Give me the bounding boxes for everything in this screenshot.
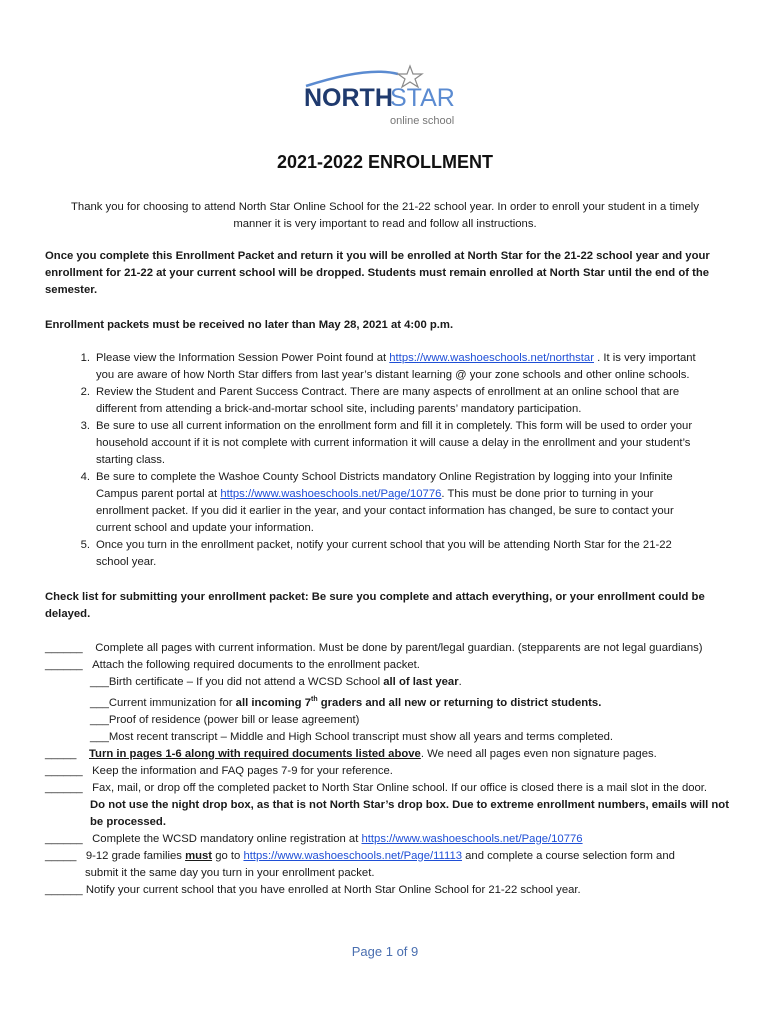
intro-line: Thank you for choosing to attend North Star Online School for the 21-22 school year. In order to enroll your student in a timely [71, 201, 699, 213]
blank-line: ______ [45, 781, 83, 794]
item-text: Campus parent portal at [96, 488, 221, 500]
notice-line: enrollment for 21-22 at your current school will be dropped. Students must remain enrolled at North Star until the end of the [45, 267, 710, 279]
sub-text: . [458, 676, 462, 688]
item-number: 4. [80, 471, 90, 483]
sub-text-bold: all incoming 7 [235, 696, 311, 709]
course-selection-link[interactable]: https://www.washoeschools.net/Page/11113 [243, 849, 463, 862]
northstar-link[interactable]: https://www.washoeschools.net/northstar [389, 352, 594, 364]
checklist-item [45, 763, 765, 780]
blank-line: ______ [45, 659, 83, 671]
blank-line: ______ [45, 764, 83, 777]
checklist-text: and complete a course selection form and [462, 849, 675, 862]
item-number: 1. [80, 352, 90, 364]
notice-paragraph [45, 248, 745, 299]
heading-line: delayed. [45, 608, 91, 620]
sub-text: ___Birth certificate – If you did not attend a WCSD School [90, 676, 384, 688]
checklist-text-bold: must [185, 849, 213, 862]
checklist-item [45, 831, 765, 848]
checklist-text: Keep the information and FAQ pages 7-9 for your reference. [92, 764, 393, 777]
checklist-continuation: submit it the same day you turn in your enrollment packet. [85, 866, 375, 879]
list-item [45, 469, 745, 537]
checklist-text: . We need all pages even non signature pages. [420, 747, 657, 760]
heading-line: Check list for submitting your enrollment packet: Be sure you complete and attach everything, or your enrollment could be [45, 591, 705, 603]
checklist-text: Complete the WCSD mandatory online registration at [92, 832, 362, 845]
checklist-text: 9-12 grade families [85, 849, 186, 862]
checklist-text: Fax, mail, or drop off the completed packet to North Star Online school. If our office is closed there is a mail slot in the door. [92, 781, 708, 794]
north-star-logo [298, 58, 478, 136]
checklist [45, 640, 765, 899]
notice-line: Once you complete this Enrollment Packet and return it you will be enrolled at North Star for the 21-22 school year and your [45, 250, 710, 262]
superscript: th [311, 696, 318, 703]
page-number: Page 1 of 9 [351, 944, 419, 959]
checklist-item [45, 640, 765, 657]
checklist-warning: be processed. [90, 815, 166, 828]
list-item [45, 537, 745, 571]
checklist-heading [45, 589, 745, 623]
checklist-item [45, 882, 765, 899]
checklist-item [45, 657, 765, 674]
checklist-text: Complete all pages with current information. Must be done by parent/legal guardian. (stepparents are not legal guardians) [95, 642, 703, 654]
blank-line: _____ [45, 747, 77, 760]
blank-line: ______ [45, 883, 83, 896]
item-line: household account if it is not complete with current information it will cause a delay in the enrollment and your student’s [96, 437, 691, 449]
item-line [96, 486, 745, 503]
list-item [45, 350, 745, 384]
deadline-text: Enrollment packets must be received no later than May 28, 2021 at 4:00 p.m. [45, 319, 454, 331]
logo-graphic [298, 58, 478, 136]
item-line: Be sure to complete the Washoe County School Districts mandatory Online Registration by logging into your Infinite [96, 471, 673, 483]
sub-item: ___Most recent transcript – Middle and High School transcript must show all years and terms completed. [90, 730, 614, 743]
item-number: 2. [80, 386, 90, 398]
logo-subtitle: online school [390, 115, 455, 127]
list-item [45, 384, 745, 418]
sub-item [45, 691, 765, 712]
checklist-text: go to [212, 849, 244, 862]
logo-brand-star: STAR [390, 84, 455, 112]
checklist-item [45, 848, 765, 865]
checklist-item [45, 780, 765, 797]
checklist-text: Notify your current school that you have enrolled at North Star Online School for 21-22 school year. [85, 883, 581, 896]
item-line: starting class. [96, 454, 166, 466]
item-text: . It is very important [593, 352, 696, 364]
item-line: Review the Student and Parent Success Contract. There are many aspects of enrollment at an online school that are [96, 386, 680, 398]
item-line: different from attending a brick-and-mortar school site, including parents’ mandatory participation. [96, 403, 582, 415]
logo-brand-north: NORTH [304, 84, 393, 112]
wcsd-registration-link[interactable]: https://www.washoeschools.net/Page/10776 [361, 832, 583, 845]
item-line: you are aware of how North Star differs from last year’s distant learning @ your zone schools and other online schools. [96, 369, 690, 381]
item-text: . This must be done prior to turning in your [441, 488, 654, 500]
item-line [96, 350, 745, 367]
item-line: school year. [96, 556, 157, 568]
item-line: Be sure to use all current information on the enrollment form and fill it in completely. This form will be used to order your [96, 420, 693, 432]
checklist-warning: Do not use the night drop box, as that is not North Star’s drop box. Due to extreme enrollment numbers, emails will not [90, 798, 729, 811]
item-line: Once you turn in the enrollment packet, notify your current school that you will be attending North Star for the 21-22 [96, 539, 672, 551]
registration-link[interactable]: https://www.washoeschools.net/Page/10776 [220, 488, 442, 500]
blank-line: ______ [45, 642, 83, 654]
item-line: current school and update your information. [96, 522, 314, 534]
item-line: enrollment packet. If you did it earlier in the year, and your contact information has changed, be sure to contact your [96, 505, 674, 517]
sub-item: ___Proof of residence (power bill or lease agreement) [90, 713, 360, 726]
item-text: Please view the Information Session Power Point found at [96, 352, 390, 364]
item-number: 5. [80, 539, 90, 551]
intro-paragraph [0, 199, 770, 233]
instructions-list [45, 350, 745, 571]
sub-text-bold: graders and all new or returning to district students. [317, 696, 602, 709]
checklist-text-bold: Turn in pages 1-6 along with required documents listed above [88, 747, 421, 760]
page-title: 2021-2022 ENROLLMENT [276, 152, 494, 172]
notice-line: semester. [45, 284, 98, 296]
sub-text-bold: all of last year [383, 676, 459, 688]
checklist-text: Attach the following required documents to the enrollment packet. [92, 659, 420, 671]
intro-line: manner it is very important to read and follow all instructions. [233, 218, 537, 230]
sub-text: ___Current immunization for [90, 696, 236, 709]
blank-line: ______ [45, 832, 83, 845]
checklist-item [45, 746, 765, 763]
sub-item [45, 674, 765, 691]
list-item [45, 418, 745, 469]
item-number: 3. [80, 420, 90, 432]
blank-line: _____ [45, 849, 77, 862]
